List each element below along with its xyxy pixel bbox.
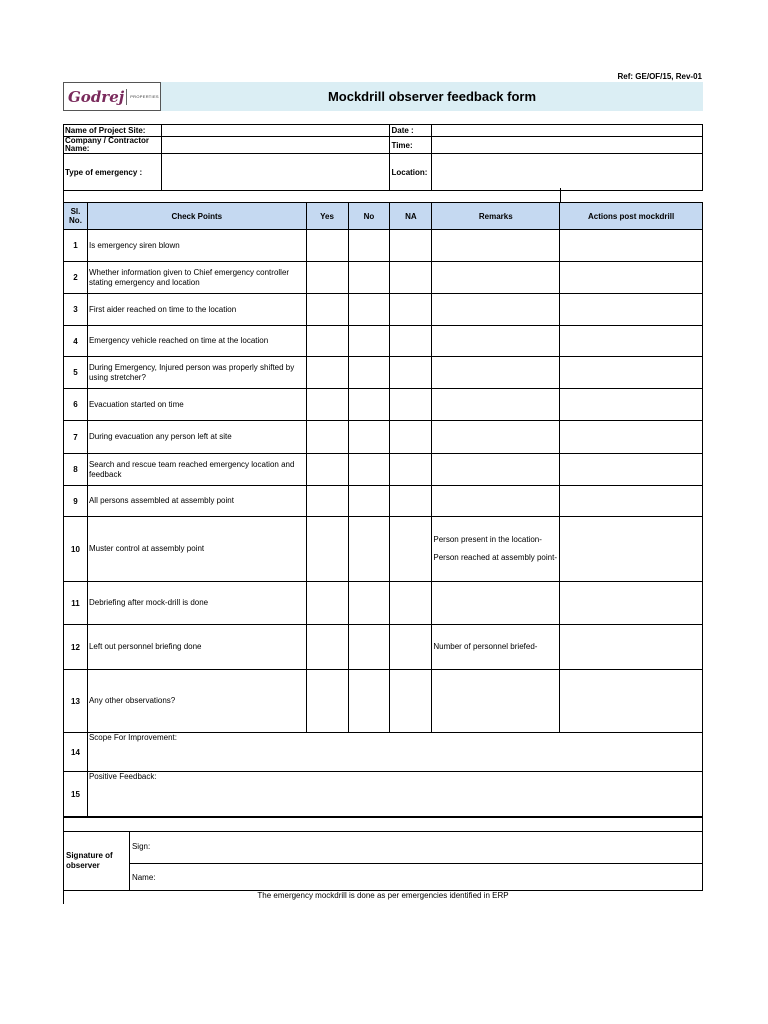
sign-field[interactable] [129, 832, 702, 864]
row-sl-no: 8 [64, 454, 88, 486]
row-check-point: Search and rescue team reached emergency location and feedback [87, 454, 306, 486]
row-remarks-cell[interactable] [432, 582, 560, 625]
footer-note: The emergency mockdrill is done as per emergencies identified in ERP [257, 891, 509, 900]
logo-subtitle: PROPERTIES [130, 94, 159, 99]
separator-left [63, 188, 64, 202]
row-no-cell[interactable] [348, 326, 390, 357]
date-field[interactable] [432, 125, 703, 137]
separator-right [560, 188, 561, 202]
row-na-cell[interactable] [390, 357, 432, 389]
row-no-cell[interactable] [348, 357, 390, 389]
row-no-cell[interactable] [348, 294, 390, 326]
row-yes-cell[interactable] [306, 421, 348, 454]
remark-text: Person reached at assembly point- [433, 553, 557, 562]
row-no-cell[interactable] [348, 421, 390, 454]
header-actions: Actions post mockdrill [560, 203, 703, 230]
remark-text: Number of personnel briefed- [433, 642, 538, 651]
row-na-cell[interactable] [390, 294, 432, 326]
row-remarks-cell[interactable] [432, 389, 560, 421]
row-no-cell[interactable] [348, 517, 390, 582]
table-row [64, 670, 703, 733]
row-na-cell[interactable] [390, 454, 432, 486]
logo-script: Godrej [68, 87, 125, 106]
row-actions-cell[interactable] [560, 230, 703, 262]
table-row [64, 326, 703, 357]
info-table [63, 124, 703, 191]
row-check-point: Emergency vehicle reached on time at the location [87, 326, 306, 357]
positive-feedback-label: Positive Feedback: [88, 772, 157, 781]
row-check-point: Debriefing after mock-drill is done [87, 582, 306, 625]
row-yes-cell[interactable] [306, 625, 348, 670]
row-na-cell[interactable] [390, 326, 432, 357]
row-yes-cell[interactable] [306, 454, 348, 486]
logo-divider [126, 89, 127, 105]
row-sl-no: 2 [64, 262, 88, 294]
row-na-cell[interactable] [390, 582, 432, 625]
row-check-point: Evacuation started on time [87, 389, 306, 421]
table-row [64, 582, 703, 625]
header-remarks: Remarks [432, 203, 560, 230]
row-no-cell[interactable] [348, 262, 390, 294]
table-row [64, 294, 703, 326]
header-check-points: Check Points [87, 203, 306, 230]
row-actions-cell[interactable] [560, 517, 703, 582]
name-label: Name: [131, 872, 156, 882]
form-title: Mockdrill observer feedback form [161, 82, 703, 111]
row-actions-cell[interactable] [560, 262, 703, 294]
row-na-cell[interactable] [390, 230, 432, 262]
row-check-point: During Emergency, Injured person was properly shifted by using stretcher? [87, 357, 306, 389]
row-remarks-cell[interactable] [432, 670, 560, 733]
company-field[interactable] [161, 137, 390, 154]
time-field[interactable] [432, 137, 703, 154]
table-row [64, 357, 703, 389]
project-site-field[interactable] [161, 125, 390, 137]
row-no-cell[interactable] [348, 230, 390, 262]
table-row [64, 625, 703, 670]
remark-text: Person present in the location- [433, 535, 542, 544]
table-row [64, 517, 703, 582]
row-yes-cell[interactable] [306, 230, 348, 262]
row-yes-cell[interactable] [306, 582, 348, 625]
table-row [64, 230, 703, 262]
row-na-cell[interactable] [390, 421, 432, 454]
row-yes-cell[interactable] [306, 389, 348, 421]
time-label: Time: [390, 137, 432, 154]
signature-table [63, 831, 703, 891]
table-row [64, 486, 703, 517]
row-actions-cell[interactable] [560, 454, 703, 486]
location-field[interactable] [432, 154, 703, 191]
row-actions-cell[interactable] [560, 582, 703, 625]
row-na-cell[interactable] [390, 262, 432, 294]
signature-gap-left [63, 817, 64, 831]
row-actions-cell[interactable] [560, 294, 703, 326]
row-remarks-cell[interactable] [432, 421, 560, 454]
row-sl-no: 3 [64, 294, 88, 326]
emergency-type-label: Type of emergency : [64, 154, 162, 191]
row-remarks-cell[interactable] [432, 326, 560, 357]
row-yes-cell[interactable] [306, 357, 348, 389]
row-remarks-cell[interactable] [432, 262, 560, 294]
row-check-point: Muster control at assembly point [87, 517, 306, 582]
row-no-cell[interactable] [348, 486, 390, 517]
row-sl-no: 7 [64, 421, 88, 454]
row-no-cell[interactable] [348, 670, 390, 733]
row-sl-no: 4 [64, 326, 88, 357]
row-yes-cell[interactable] [306, 486, 348, 517]
signature-gap-right [702, 817, 703, 831]
row-na-cell[interactable] [390, 389, 432, 421]
location-label: Location: [390, 154, 432, 191]
row-yes-cell[interactable] [306, 517, 348, 582]
row-na-cell[interactable] [390, 625, 432, 670]
row-check-point: Left out personnel briefing done [87, 625, 306, 670]
company-logo [63, 82, 161, 111]
row-actions-cell[interactable] [560, 486, 703, 517]
row-remarks-cell[interactable] [432, 625, 560, 670]
row-check-point: First aider reached on time to the location [87, 294, 306, 326]
row-sl-no: 9 [64, 486, 88, 517]
scope-for-improvement-field[interactable] [87, 733, 702, 772]
row-no-cell[interactable] [348, 582, 390, 625]
header-yes: Yes [306, 203, 348, 230]
row-actions-cell[interactable] [560, 389, 703, 421]
row-remarks-cell[interactable] [432, 486, 560, 517]
row-check-point: Is emergency siren blown [87, 230, 306, 262]
row-sl-no: 1 [64, 230, 88, 262]
signature-label: Signature of observer [64, 832, 130, 891]
row-na-cell[interactable] [390, 486, 432, 517]
reference-number: Ref: GE/OF/15, Rev-01 [617, 72, 702, 81]
checklist-table [63, 202, 703, 817]
row-sl-no: 5 [64, 357, 88, 389]
row-15-sl: 15 [64, 772, 88, 817]
row-sl-no: 12 [64, 625, 88, 670]
row-yes-cell[interactable] [306, 294, 348, 326]
emergency-type-field[interactable] [161, 154, 390, 191]
row-yes-cell[interactable] [306, 670, 348, 733]
project-site-label: Name of Project Site: [64, 125, 162, 137]
row-actions-cell[interactable] [560, 625, 703, 670]
row-remarks-cell[interactable] [432, 454, 560, 486]
sign-label: Sign: [131, 842, 151, 851]
header-no: No [348, 203, 390, 230]
table-row [64, 262, 703, 294]
table-row [64, 454, 703, 486]
row-na-cell[interactable] [390, 517, 432, 582]
row-check-point: During evacuation any person left at site [87, 421, 306, 454]
header-sl-no: Sl. No. [64, 203, 88, 230]
row-remarks-cell[interactable] [432, 357, 560, 389]
row-remarks-cell[interactable] [432, 517, 560, 582]
row-na-cell[interactable] [390, 670, 432, 733]
row-actions-cell[interactable] [560, 357, 703, 389]
row-actions-cell[interactable] [560, 670, 703, 733]
row-actions-cell[interactable] [560, 421, 703, 454]
row-remarks-cell[interactable] [432, 294, 560, 326]
row-yes-cell[interactable] [306, 262, 348, 294]
row-no-cell[interactable] [348, 625, 390, 670]
row-remarks-cell[interactable] [432, 230, 560, 262]
row-no-cell[interactable] [348, 454, 390, 486]
row-14-sl: 14 [64, 733, 88, 772]
row-check-point: All persons assembled at assembly point [87, 486, 306, 517]
row-check-point: Any other observations? [87, 670, 306, 733]
date-label: Date : [390, 125, 432, 137]
positive-feedback-field[interactable] [87, 772, 702, 817]
header-na: NA [390, 203, 432, 230]
table-row [64, 421, 703, 454]
name-field[interactable] [129, 864, 702, 891]
row-sl-no: 10 [64, 517, 88, 582]
row-sl-no: 11 [64, 582, 88, 625]
row-actions-cell[interactable] [560, 326, 703, 357]
scope-for-improvement-label: Scope For Improvement: [88, 733, 178, 742]
company-label: Company / Contractor Name: [64, 137, 162, 154]
row-check-point: Whether information given to Chief emergency controller stating emergency and location [87, 262, 306, 294]
row-sl-no: 6 [64, 389, 88, 421]
row-no-cell[interactable] [348, 389, 390, 421]
table-row [64, 389, 703, 421]
row-yes-cell[interactable] [306, 326, 348, 357]
signature-top-rule [63, 817, 703, 818]
row-sl-no: 13 [64, 670, 88, 733]
